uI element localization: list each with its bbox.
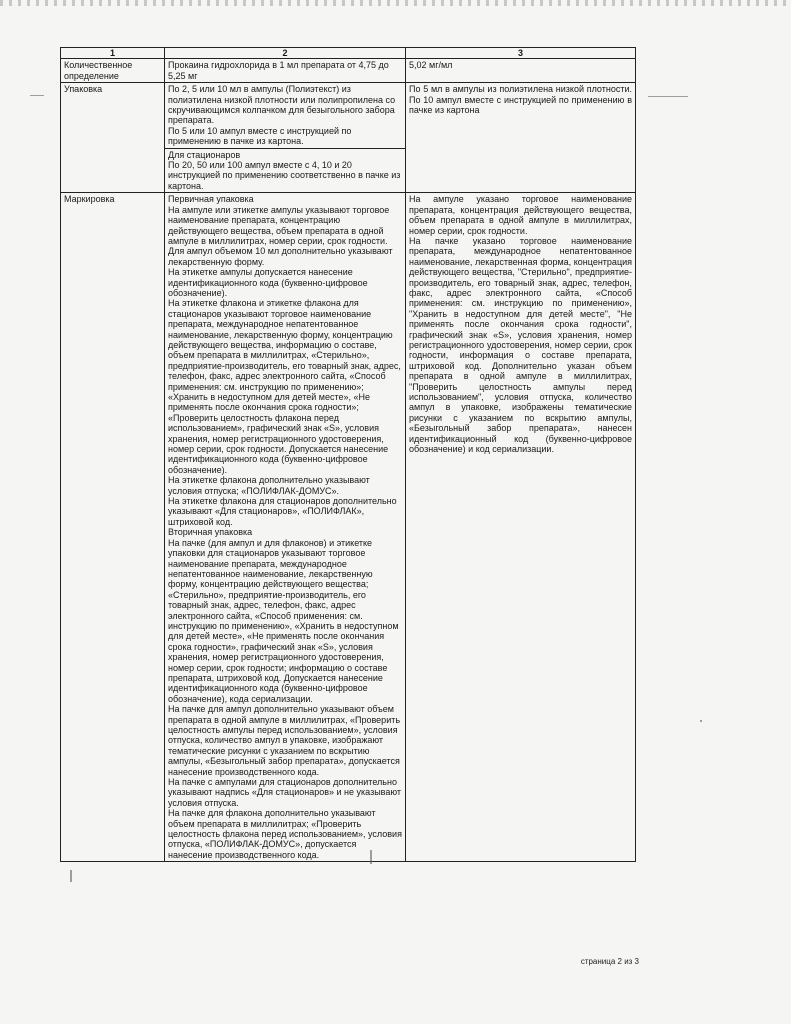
table-row-packaging [61,83,636,193]
specification-table [60,47,636,862]
packaging-par-2: По 5 или 10 ампул вместе с инструкцией по применению в пачке из картона. [168,125,352,147]
column-header-1: 1 [61,48,165,59]
packaging-par-1: По 2, 5 или 10 мл в ампулы (Полиэтекст) из полиэтилена низкой плотности или полипропилена со скручивающимся колпачком для безыгольного забора препарата. [168,84,396,126]
marking-par-8: На пачке (для ампул и для флаконов) и этикетке упаковки для стационаров указывают торговое наименование препарата, международное непатентованное наименование, лекарственную форму, концентрацию действующего вещества; «Стерильно», предприятие-производитель, его товарный знак, адрес, телефон, факс, адрес электронного сайта, «Способ применения: см. инструкцию по применению», «Хранить в недоступном для детей месте», «Не применять после окончания срока годности», графический знак «S», условия хранения, номер регистрационного удостоверения, номер серии, срок годности; информацию о составе препарата, штриховой код. Допускается нанесение идентификационного кода (буквенно-цифровое обозначение), кода сериализации. [168,537,399,704]
marking-par-7: Вторичная упаковка [168,527,253,538]
quantity-result: 5,02 мг/мл [406,59,636,83]
marking-par-6: На этикетке флакона для стационаров дополнительно указывают «Для стационаров», «ПОЛИФЛАК», штриховой код. [168,496,397,527]
packaging-par-4: По 20, 50 или 100 ампул вместе с 4, 10 и 20 инструкцией по применению соответственно в пачке из картона. [168,160,401,191]
page-number: страница 2 из 3 [580,957,639,966]
packaging-result: По 5 мл в ампулы из полиэтилена низкой плотности. По 10 ампул вместе с инструкцией по применению в пачке из картона [406,83,636,193]
row-label-quantity: Количественное определение [61,59,165,83]
scan-artifact [0,0,791,6]
scan-speck [648,96,688,97]
column-header-2: 2 [165,48,406,59]
table-row-quantity [61,59,636,83]
row-label-marking: Маркировка [61,193,165,862]
marking-result [406,193,636,862]
marking-par-11: На пачке для флакона дополнительно указывают объем препарата в миллилитрах; «Проверить целостность флакона перед использованием», условия отпуска, «ПОЛИФЛАК-ДОМУС», допускается нанесение производственного кода. [168,808,402,860]
marking-par-9: На пачке для ампул дополнительно указывают объем препарата в одной ампуле в миллилитрах, «Проверить целостность ампулы перед использованием», условия отпуска, количество ампул в упаковке, изображают тематические рисунки с указанием по вскрытию ампулы, «Безыгольный забор препарата», допускается нанесение производственного кода. [168,704,401,777]
marking-par-2: На ампуле или этикетке ампулы указывают торговое наименование препарата, концентрацию действующего вещества, объем препарата в одной ампуле в миллилитрах, номер серии, срок годности. Для ампул объемом 10 мл дополнительно указывают лекарственную форму. [168,204,393,267]
scan-speck [30,95,44,96]
scan-speck [700,720,702,722]
column-header-3: 3 [406,48,636,59]
packaging-par-3: Для стационаров [165,148,405,160]
marking-par-10: На пачке с ампулами для стационаров дополнительно указывают надпись «Для стационаров» и не указывают условия отпуска. [168,777,402,808]
marking-result-par-2: На пачке указано торговое наименование препарата, международное непатентованное наименование, лекарственная форма, концентрация действующего вещества, "Стерильно", предприятие-производитель, его товарный знак, адрес, телефон, факс, адрес электронного сайта, «Способ применения: см. инструкцию по применению», "Хранить в недоступном для детей месте", "Не применять после окончания срока годности", графический знак «S», условия хранения, номер регистрационного удостоверения, номер серии, срок годности, информация о составе препарата, штриховой код. Дополнительно указан объем препарата в одной ампуле в миллилитрах, "Проверить целостность ампулы перед использованием", условия отпуска, количество ампул в упаковке, изображены тематические рисунки с указанием по вскрытию ампулы, «Безыгольный забор препарата», нанесен идентификационный код (буквенно-цифровое обозначение) и код сериализации. [409,235,632,455]
marking-result-par-1: На ампуле указано торговое наименование препарата, концентрация действующего вещества, объем препарата в одной ампуле в миллилитрах, номер серии, срок годности. [409,194,632,236]
quantity-requirement: Прокаина гидрохлорида в 1 мл препарата от 4,75 до 5,25 мг [165,59,406,83]
marking-par-1: Первичная упаковка [168,194,254,205]
table-header-row [61,48,636,59]
row-label-packaging: Упаковка [61,83,165,193]
marking-par-4: На этикетке флакона и этикетке флакона для стационаров указывают торговое наименование препарата, международное непатентованное наименование, лекарственную форму, концентрацию действующего вещества, информацию о составе, объем препарата в миллилитрах, «Стерильно», предприятие-производитель, его товарный знак, адрес, телефон, факс, адрес электронного сайта, «Способ применения: см. инструкцию по применению»; «Хранить в недоступном для детей месте», «Не применять после окончания срока годности»; «Проверить целостность флакона перед использованием», графический знак «S», условия хранения, номер регистрационного удостоверения, номер серии, срок годности. Допускается нанесение идентификационного кода (буквенно-цифровое обозначение). [168,298,401,475]
scan-speck [70,870,72,882]
marking-par-3: На этикетке ампулы допускается нанесение идентификационного кода (буквенно-цифровое обозначение). [168,267,368,298]
table-row-marking [61,193,636,862]
marking-par-5: На этикетке флакона дополнительно указывают условия отпуска; «ПОЛИФЛАК-ДОМУС». [168,475,370,496]
marking-requirement [165,193,406,862]
packaging-requirement [165,83,406,193]
scan-speck [370,850,372,864]
